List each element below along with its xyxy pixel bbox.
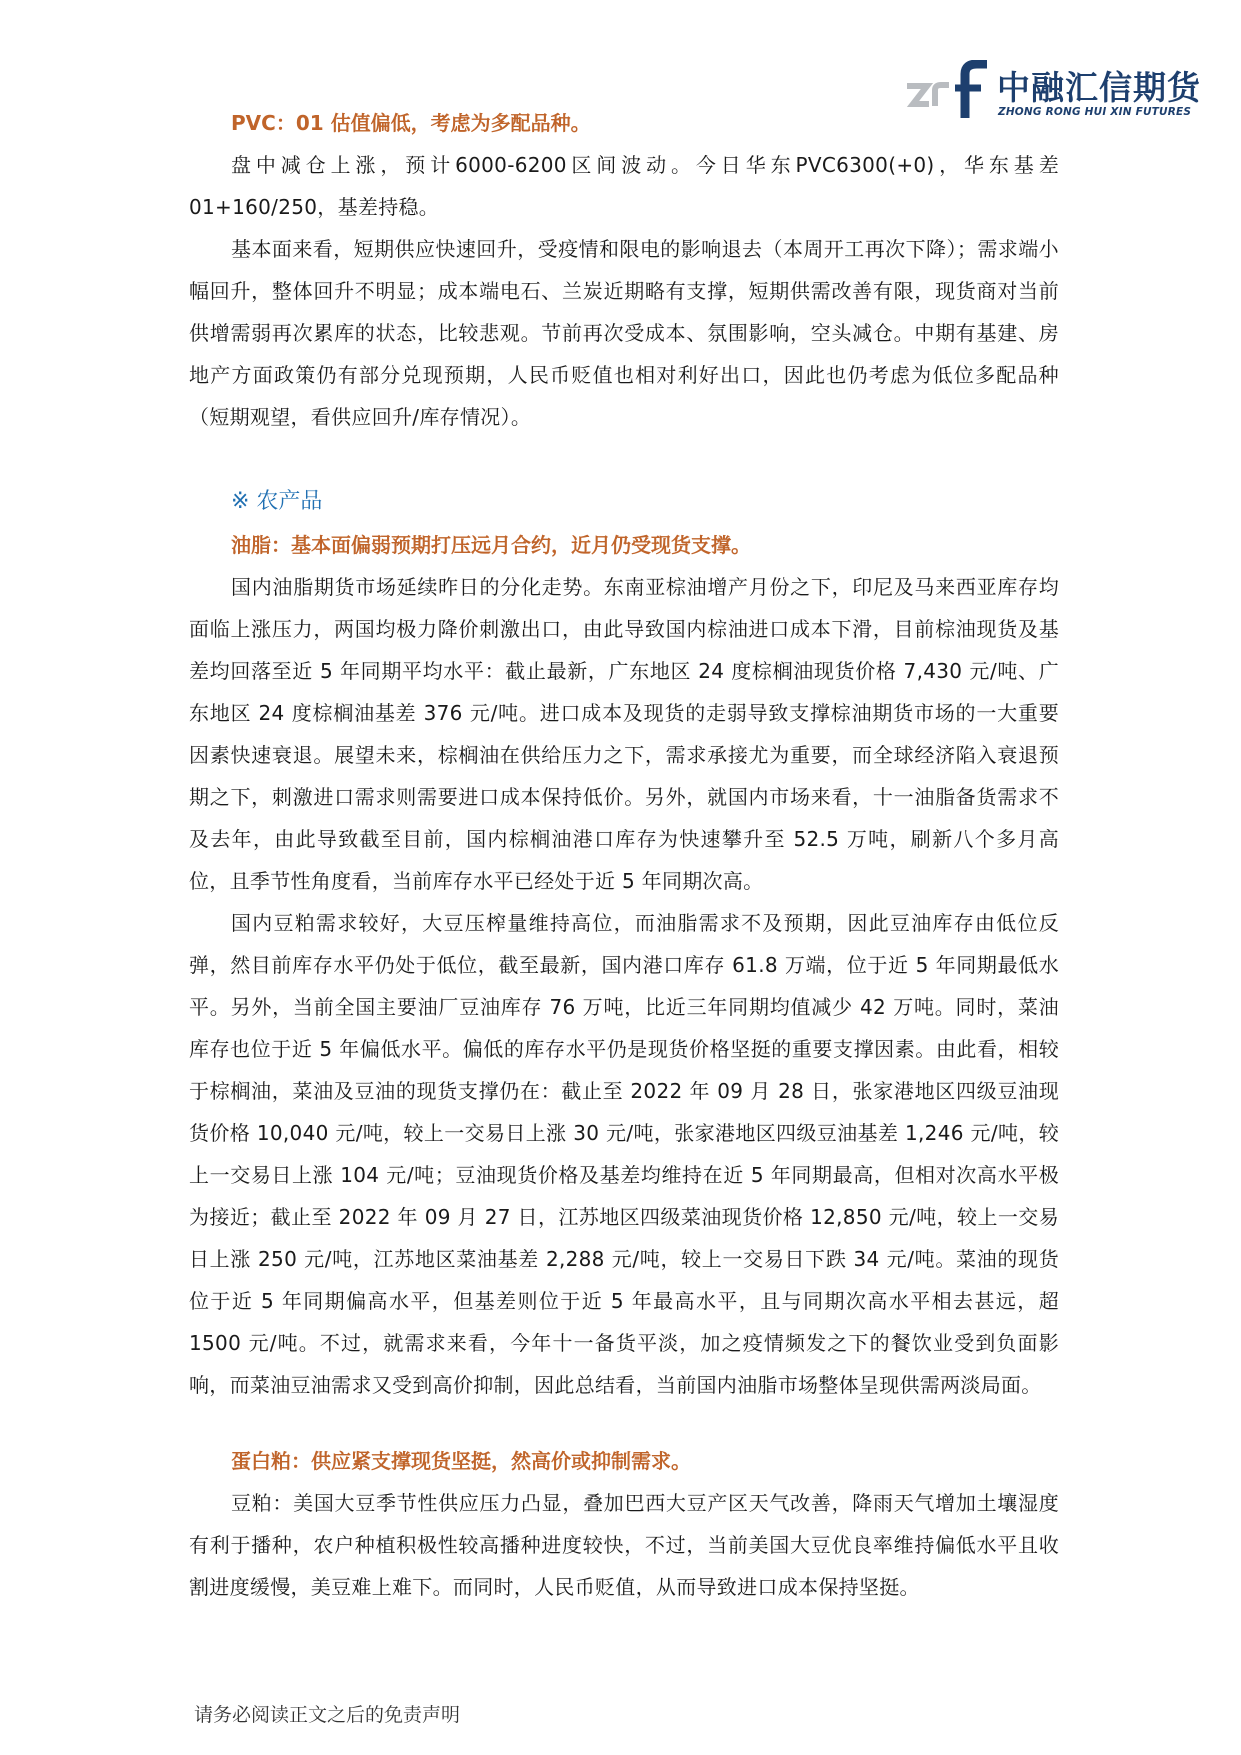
logo-english-name: ZHONG RONG HUI XIN FUTURES — [998, 106, 1192, 118]
oils-paragraph-2: 国内豆粕需求较好，大豆压榨量维持高位，而油脂需求不及预期，因此豆油库存由低位反弹，然目前库存水平仍处于低位，截至最新，国内港口库存 61.8 万端，位于近 5 年同期最低水平。另外，当前全国主要油厂豆油库存 76 万吨，比近三年同期均值减少 42 万吨。同时，菜油库存也位于近 5 年偏低水平。偏低的库存水平仍是现货价格坚挺的重要支撑因素。由此看，相较于棕榈油，菜油及豆油的现货支撑仍在：截止至 2022 年 09 月 28 日，张家港地区四级豆油现货价格 10,040 元/吨，较上一交易日上涨 30 元/吨，张家港地区四级豆油基差 1,246 元/吨，较上一交易日上涨 104 元/吨；豆油现货价格及基差均维持在近 5 年同期最高，但相对次高水平极为接近；截止至 2022 年 09 月 27 日，江苏地区四级菜油现货价格 12,850 元/吨，较上一交易日上涨 250 元/吨，江苏地区菜油基差 2,288 元/吨，较上一交易日下跌 34 元/吨。菜油的现货位于近 5 年同期偏高水平，但基差则位于近 5 年最高水平，且与同期次高水平相去甚远，超 1500 元/吨。不过，就需求来看，今年十一备货平淡，加之疫情频发之下的餐饮业受到负面影响，而菜油豆油需求又受到高价抑制，因此总结看，当前国内油脂市场整体呈现供需两淡局面。 — [189, 911, 1059, 1397]
meal-heading: 蛋白粕：供应紧支撑现货坚挺，然高价或抑制需求。 — [231, 1449, 691, 1473]
pvc-heading: PVC：01 估值偏低，考虑为多配品种。 — [231, 111, 591, 135]
oils-paragraph-1: 国内油脂期货市场延续昨日的分化走势。东南亚棕油增产月份之下，印尼及马来西亚库存均面临上涨压力，两国均极力降价刺激出口，由此导致国内棕油进口成本下滑，目前棕油现货及基差均回落至近 5 年同期平均水平：截止最新，广东地区 24 度棕榈油现货价格 7,430 元/吨、广东地区 24 度棕榈油基差 376 元/吨。进口成本及现货的走弱导致支撑棕油期货市场的一大重要因素快速衰退。展望未来，棕榈油在供给压力之下，需求承接尤为重要，而全球经济陷入衰退预期之下，刺激进口需求则需要进口成本保持低价。另外，就国内市场来看，十一油脂备货需求不及去年，由此导致截至目前，国内棕榈油港口库存为快速攀升至 52.5 万吨，刷新八个多月高位，且季节性角度看，当前库存水平已经处于近 5 年同期次高。 — [189, 575, 1059, 893]
oils-heading: 油脂：基本面偏弱预期打压远月合约，近月仍受现货支撑。 — [231, 533, 751, 557]
logo-chinese-name: 中融汇信期货 — [997, 68, 1201, 107]
report-body — [189, 102, 1059, 1608]
meal-paragraph-1: 豆粕：美国大豆季节性供应压力凸显，叠加巴西大豆产区天气改善，降雨天气增加土壤湿度有利于播种，农户种植积极性较高播种进度较快，不过，当前美国大豆优良率维持偏低水平且收割进度缓慢，美豆难上难下。而同时，人民币贬值，从而导致进口成本保持坚挺。 — [189, 1491, 1059, 1599]
agriculture-section-heading: ※ 农产品 — [231, 489, 323, 514]
pvc-paragraph-1: 盘中减仓上涨，预计6000-6200区间波动。今日华东PVC6300(+0)，华东基差01+160/250，基差持稳。 — [189, 153, 1059, 219]
footer-disclaimer: 请务必阅读正文之后的免责声明 — [194, 1704, 461, 1726]
pvc-paragraph-2: 基本面来看，短期供应快速回升，受疫情和限电的影响退去（本周开工再次下降）；需求端小幅回升，整体回升不明显；成本端电石、兰炭近期略有支撑，短期供需改善有限，现货商对当前供增需弱再次累库的状态，比较悲观。节前再次受成本、氛围影响，空头减仓。中期有基建、房地产方面政策仍有部分兑现预期，人民币贬值也相对利好出口，因此也仍考虑为低位多配品种（短期观望，看供应回升/库存情况）。 — [189, 237, 1059, 429]
